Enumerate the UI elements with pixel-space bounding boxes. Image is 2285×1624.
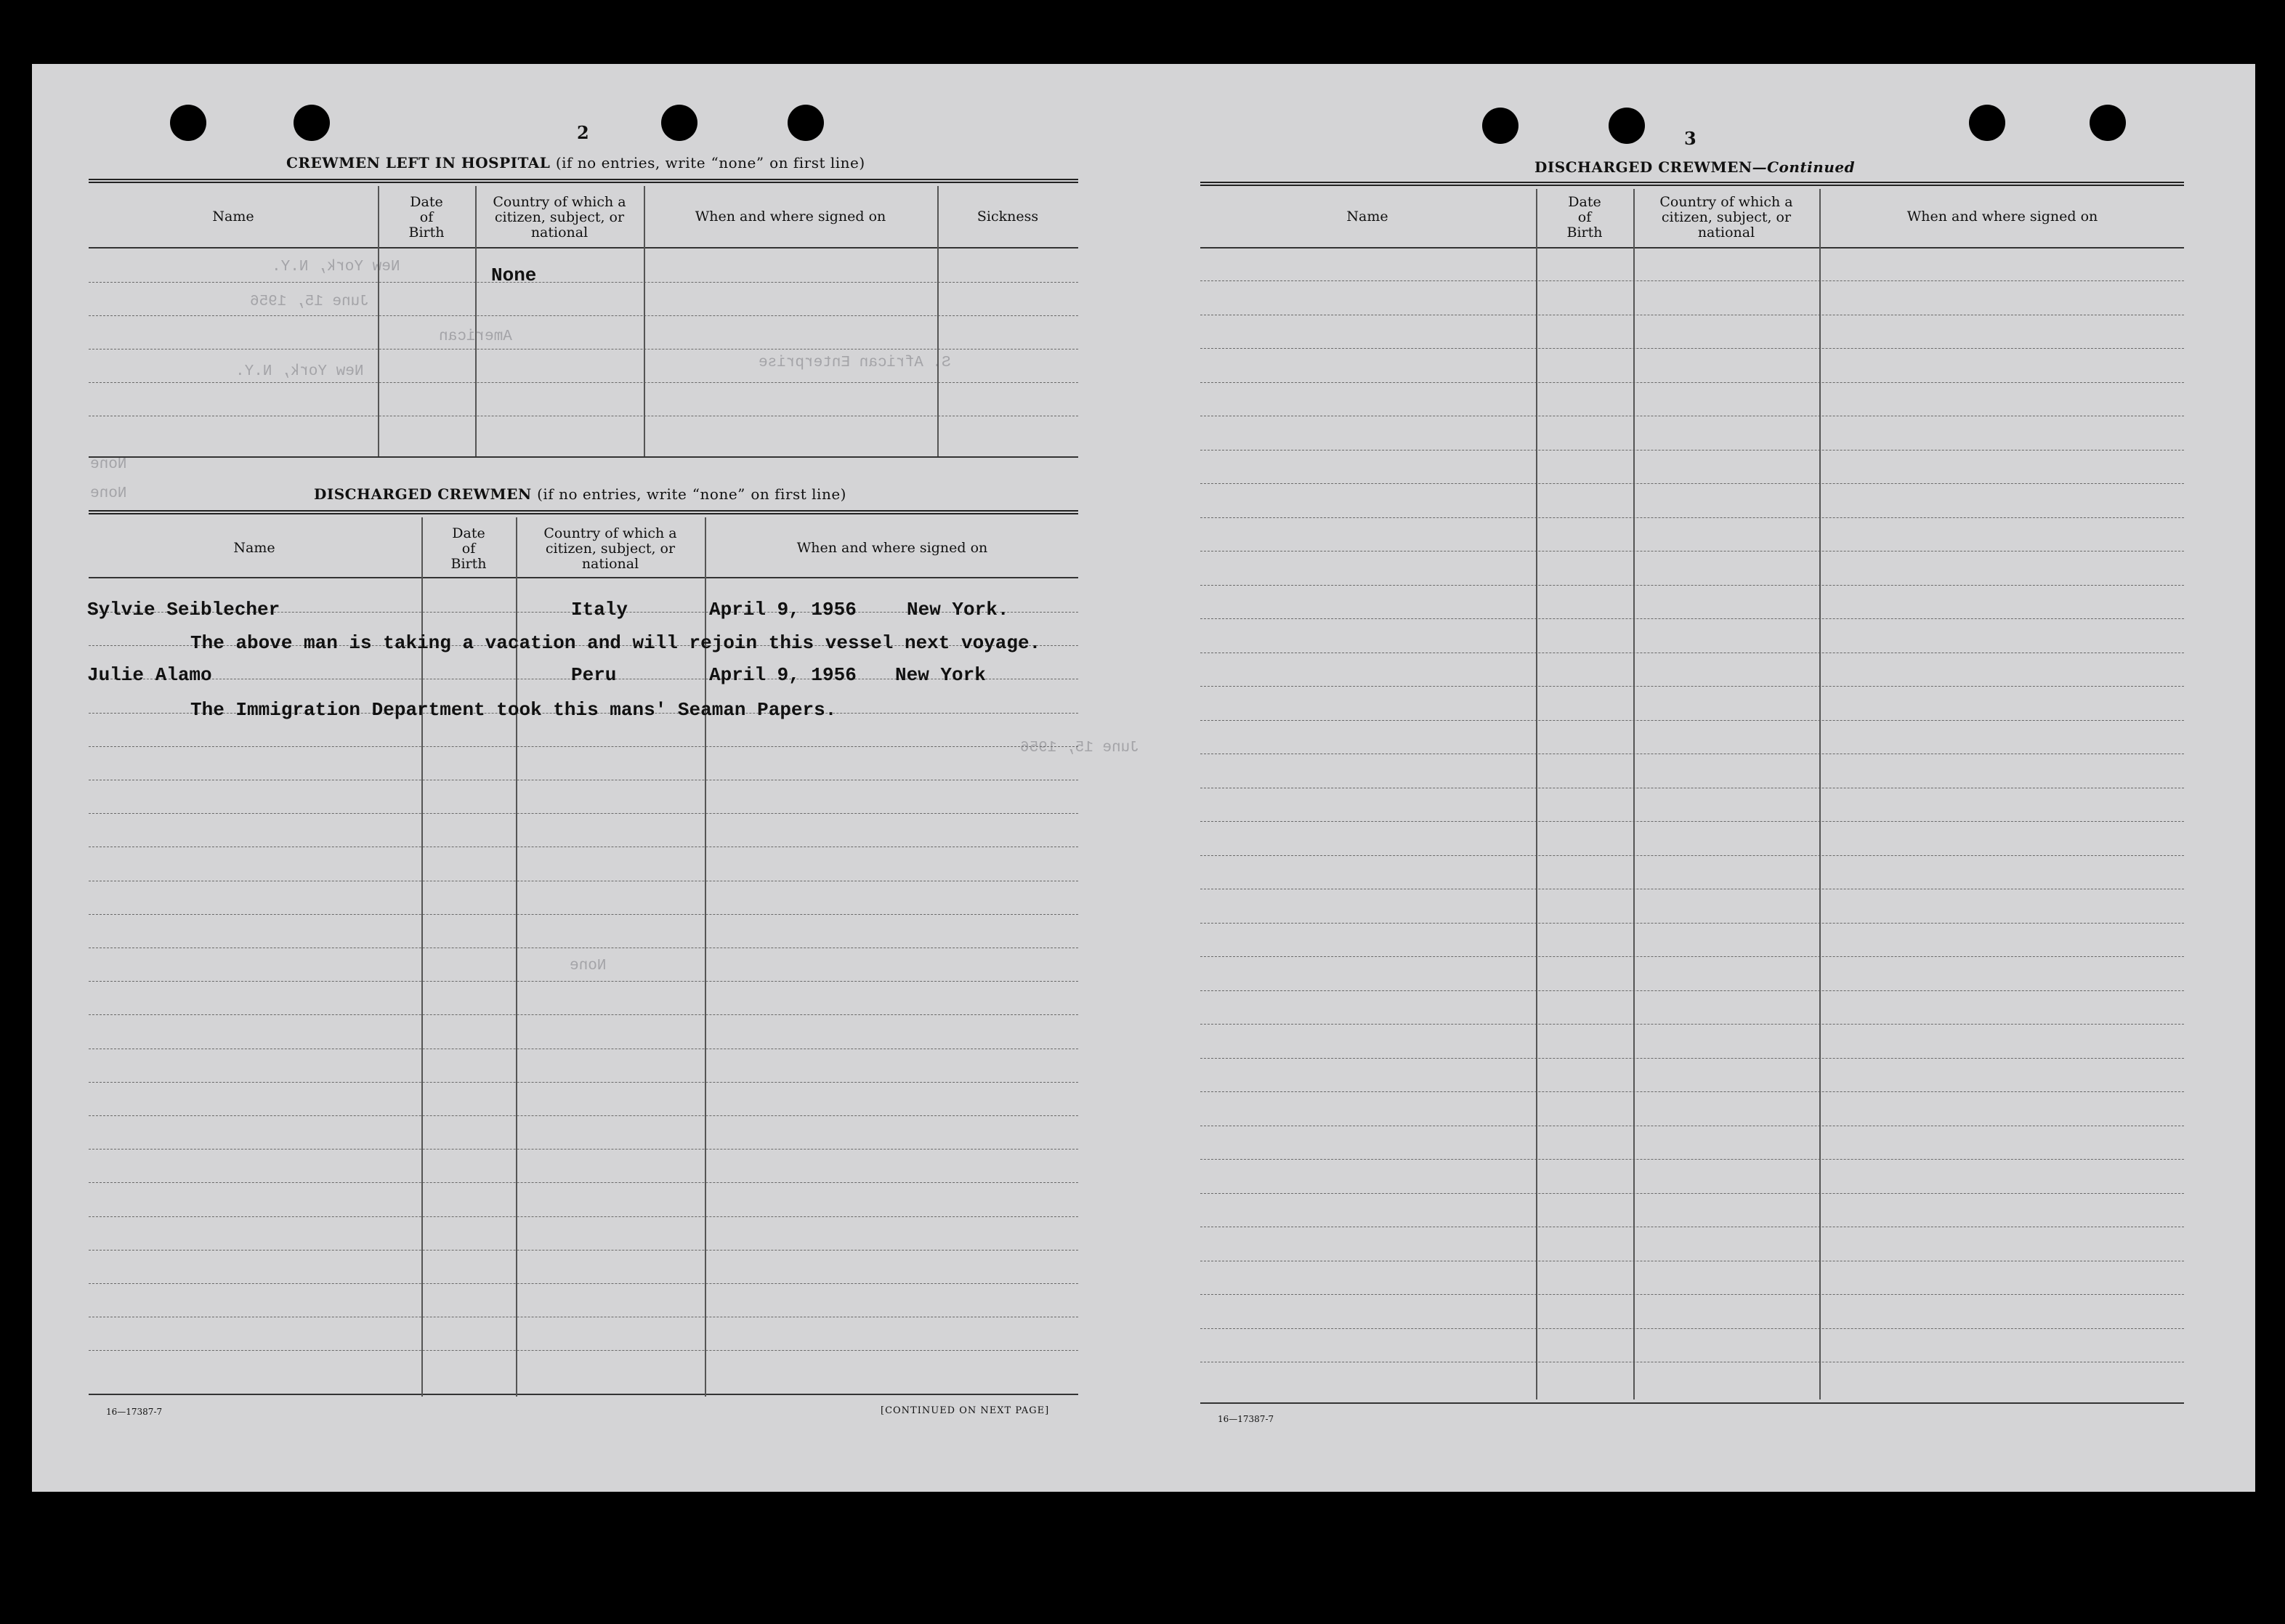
remark-text: The Immigration Department took this mans' Seaman Papers. bbox=[190, 699, 837, 721]
discharged-col-dob-header: Date of Birth bbox=[450, 525, 487, 572]
ruled-line bbox=[1200, 956, 2184, 957]
punch-hole bbox=[1482, 108, 1518, 144]
ruled-line bbox=[89, 914, 1078, 915]
right-col-country-header: Country of which a citizen, subject, or national bbox=[1659, 194, 1793, 241]
punch-hole bbox=[2090, 105, 2126, 141]
hospital-col-dob-header: Date of Birth bbox=[408, 194, 445, 241]
remark-text: The above man is taking a vacation and will rejoin this vessel next voyage. bbox=[190, 632, 1041, 654]
ruled-line bbox=[1200, 923, 2184, 924]
hospital-col-country-header: Country of which a citizen, subject, or national bbox=[493, 194, 626, 241]
right-header-rule bbox=[1200, 247, 2184, 249]
ruled-line bbox=[1200, 551, 2184, 552]
punch-hole bbox=[1969, 105, 2005, 141]
form-number: 16—17387-7 bbox=[106, 1407, 163, 1417]
discharged-col-country-header: Country of which a citizen, subject, or national bbox=[543, 525, 677, 572]
page-number: 2 bbox=[577, 122, 589, 143]
crewman-country: Peru bbox=[571, 664, 617, 686]
ruled-line bbox=[1200, 618, 2184, 619]
page-number: 3 bbox=[1684, 128, 1696, 149]
ruled-line bbox=[1200, 1091, 2184, 1092]
discharged-col-name-header: Name bbox=[233, 540, 275, 556]
ruled-line bbox=[1200, 483, 2184, 484]
bleed-through-text: June 15, 1956 bbox=[250, 294, 369, 310]
column-divider bbox=[644, 186, 645, 456]
ruled-line bbox=[1200, 348, 2184, 349]
right-table-bottom-rule bbox=[1200, 1402, 2184, 1404]
bleed-through-text: None bbox=[570, 958, 607, 974]
hospital-table-bottom-rule bbox=[89, 456, 1078, 458]
bleed-through-text: June 15, 1956 bbox=[1020, 740, 1139, 756]
hospital-col-signed-header: When and where signed on bbox=[695, 209, 886, 225]
signed-on-date: April 9, 1956 bbox=[709, 664, 857, 686]
punch-hole bbox=[1609, 108, 1645, 144]
signed-on-place: New York. bbox=[907, 599, 1009, 621]
ruled-line bbox=[89, 981, 1078, 982]
right-col-signed-header: When and where signed on bbox=[1906, 209, 2098, 225]
right-col-name-header: Name bbox=[1346, 209, 1388, 225]
ruled-line bbox=[1200, 1294, 2184, 1295]
ruled-line bbox=[1200, 1328, 2184, 1329]
punch-hole bbox=[788, 105, 824, 141]
ruled-line bbox=[89, 382, 1078, 383]
bleed-through-text: S. African Enterprise bbox=[759, 355, 951, 371]
discharged-col-signed-header: When and where signed on bbox=[796, 540, 988, 556]
form-number: 16—17387-7 bbox=[1218, 1414, 1274, 1424]
signed-on-place: New York bbox=[895, 664, 986, 686]
ruled-line bbox=[89, 1216, 1078, 1217]
discharged-header-rule bbox=[89, 577, 1078, 578]
column-divider bbox=[378, 186, 379, 456]
ruled-line bbox=[89, 746, 1078, 747]
right-col-dob-header: Date of Birth bbox=[1566, 194, 1603, 241]
ruled-line bbox=[89, 813, 1078, 814]
ruled-line bbox=[89, 1182, 1078, 1183]
bleed-through-text: New York, N.Y. bbox=[272, 259, 400, 275]
ruled-line bbox=[89, 1149, 1078, 1150]
document-sheet bbox=[32, 64, 2255, 1492]
ruled-line bbox=[1200, 450, 2184, 451]
punch-hole bbox=[170, 105, 206, 141]
column-divider bbox=[475, 186, 477, 456]
column-divider bbox=[1819, 189, 1821, 1399]
hospital-header-rule bbox=[89, 247, 1078, 249]
crewman-name: Sylvie Seiblecher bbox=[87, 599, 280, 621]
signed-on-date: April 9, 1956 bbox=[709, 599, 857, 621]
hospital-entry-none: None bbox=[491, 264, 537, 286]
ruled-line bbox=[89, 1014, 1078, 1015]
ruled-line bbox=[89, 1115, 1078, 1116]
discharged-section-title: DISCHARGED CREWMEN (if no entries, write “none” on first line) bbox=[314, 485, 846, 503]
ruled-line bbox=[1200, 990, 2184, 991]
discharged-table-top-rule bbox=[89, 510, 1078, 514]
ruled-line bbox=[89, 1082, 1078, 1083]
ruled-line bbox=[1200, 1159, 2184, 1160]
ruled-line bbox=[1200, 1193, 2184, 1194]
hospital-table-top-rule bbox=[89, 179, 1078, 183]
bleed-through-text: New York, N.Y. bbox=[235, 363, 364, 380]
ruled-line bbox=[1200, 855, 2184, 856]
bleed-through-text: American bbox=[439, 328, 512, 345]
ruled-line bbox=[89, 315, 1078, 316]
ruled-line bbox=[89, 1283, 1078, 1284]
punch-hole bbox=[661, 105, 697, 141]
crewman-name: Julie Alamo bbox=[87, 664, 212, 686]
hospital-section-title: CREWMEN LEFT IN HOSPITAL (if no entries, write “none” on first line) bbox=[286, 154, 865, 171]
ruled-line bbox=[1200, 382, 2184, 383]
continued-note: [CONTINUED ON NEXT PAGE] bbox=[881, 1405, 1050, 1416]
column-divider bbox=[937, 186, 939, 456]
hospital-col-name-header: Name bbox=[212, 209, 254, 225]
hospital-col-sickness-header: Sickness bbox=[976, 209, 1039, 225]
ruled-line bbox=[89, 1350, 1078, 1351]
punch-hole bbox=[294, 105, 330, 141]
ruled-line bbox=[1200, 821, 2184, 822]
ruled-line bbox=[1200, 280, 2184, 281]
ruled-line bbox=[1200, 1058, 2184, 1059]
column-divider bbox=[1633, 189, 1635, 1399]
ruled-line bbox=[1200, 585, 2184, 586]
ruled-line bbox=[89, 1250, 1078, 1251]
ruled-line bbox=[89, 282, 1078, 283]
ruled-line bbox=[1200, 1024, 2184, 1025]
ruled-line bbox=[89, 349, 1078, 350]
bleed-through-text: None bbox=[90, 456, 127, 473]
ruled-line bbox=[1200, 686, 2184, 687]
right-table-top-rule bbox=[1200, 182, 2184, 186]
bleed-through-text: None bbox=[90, 485, 127, 502]
ruled-line bbox=[1200, 517, 2184, 518]
discharged-continued-title: DISCHARGED CREWMEN—Continued bbox=[1534, 158, 1856, 176]
crewman-country: Italy bbox=[571, 599, 628, 621]
ruled-line bbox=[1200, 720, 2184, 721]
column-divider bbox=[1536, 189, 1537, 1399]
table-bottom-rule bbox=[89, 1394, 1078, 1395]
